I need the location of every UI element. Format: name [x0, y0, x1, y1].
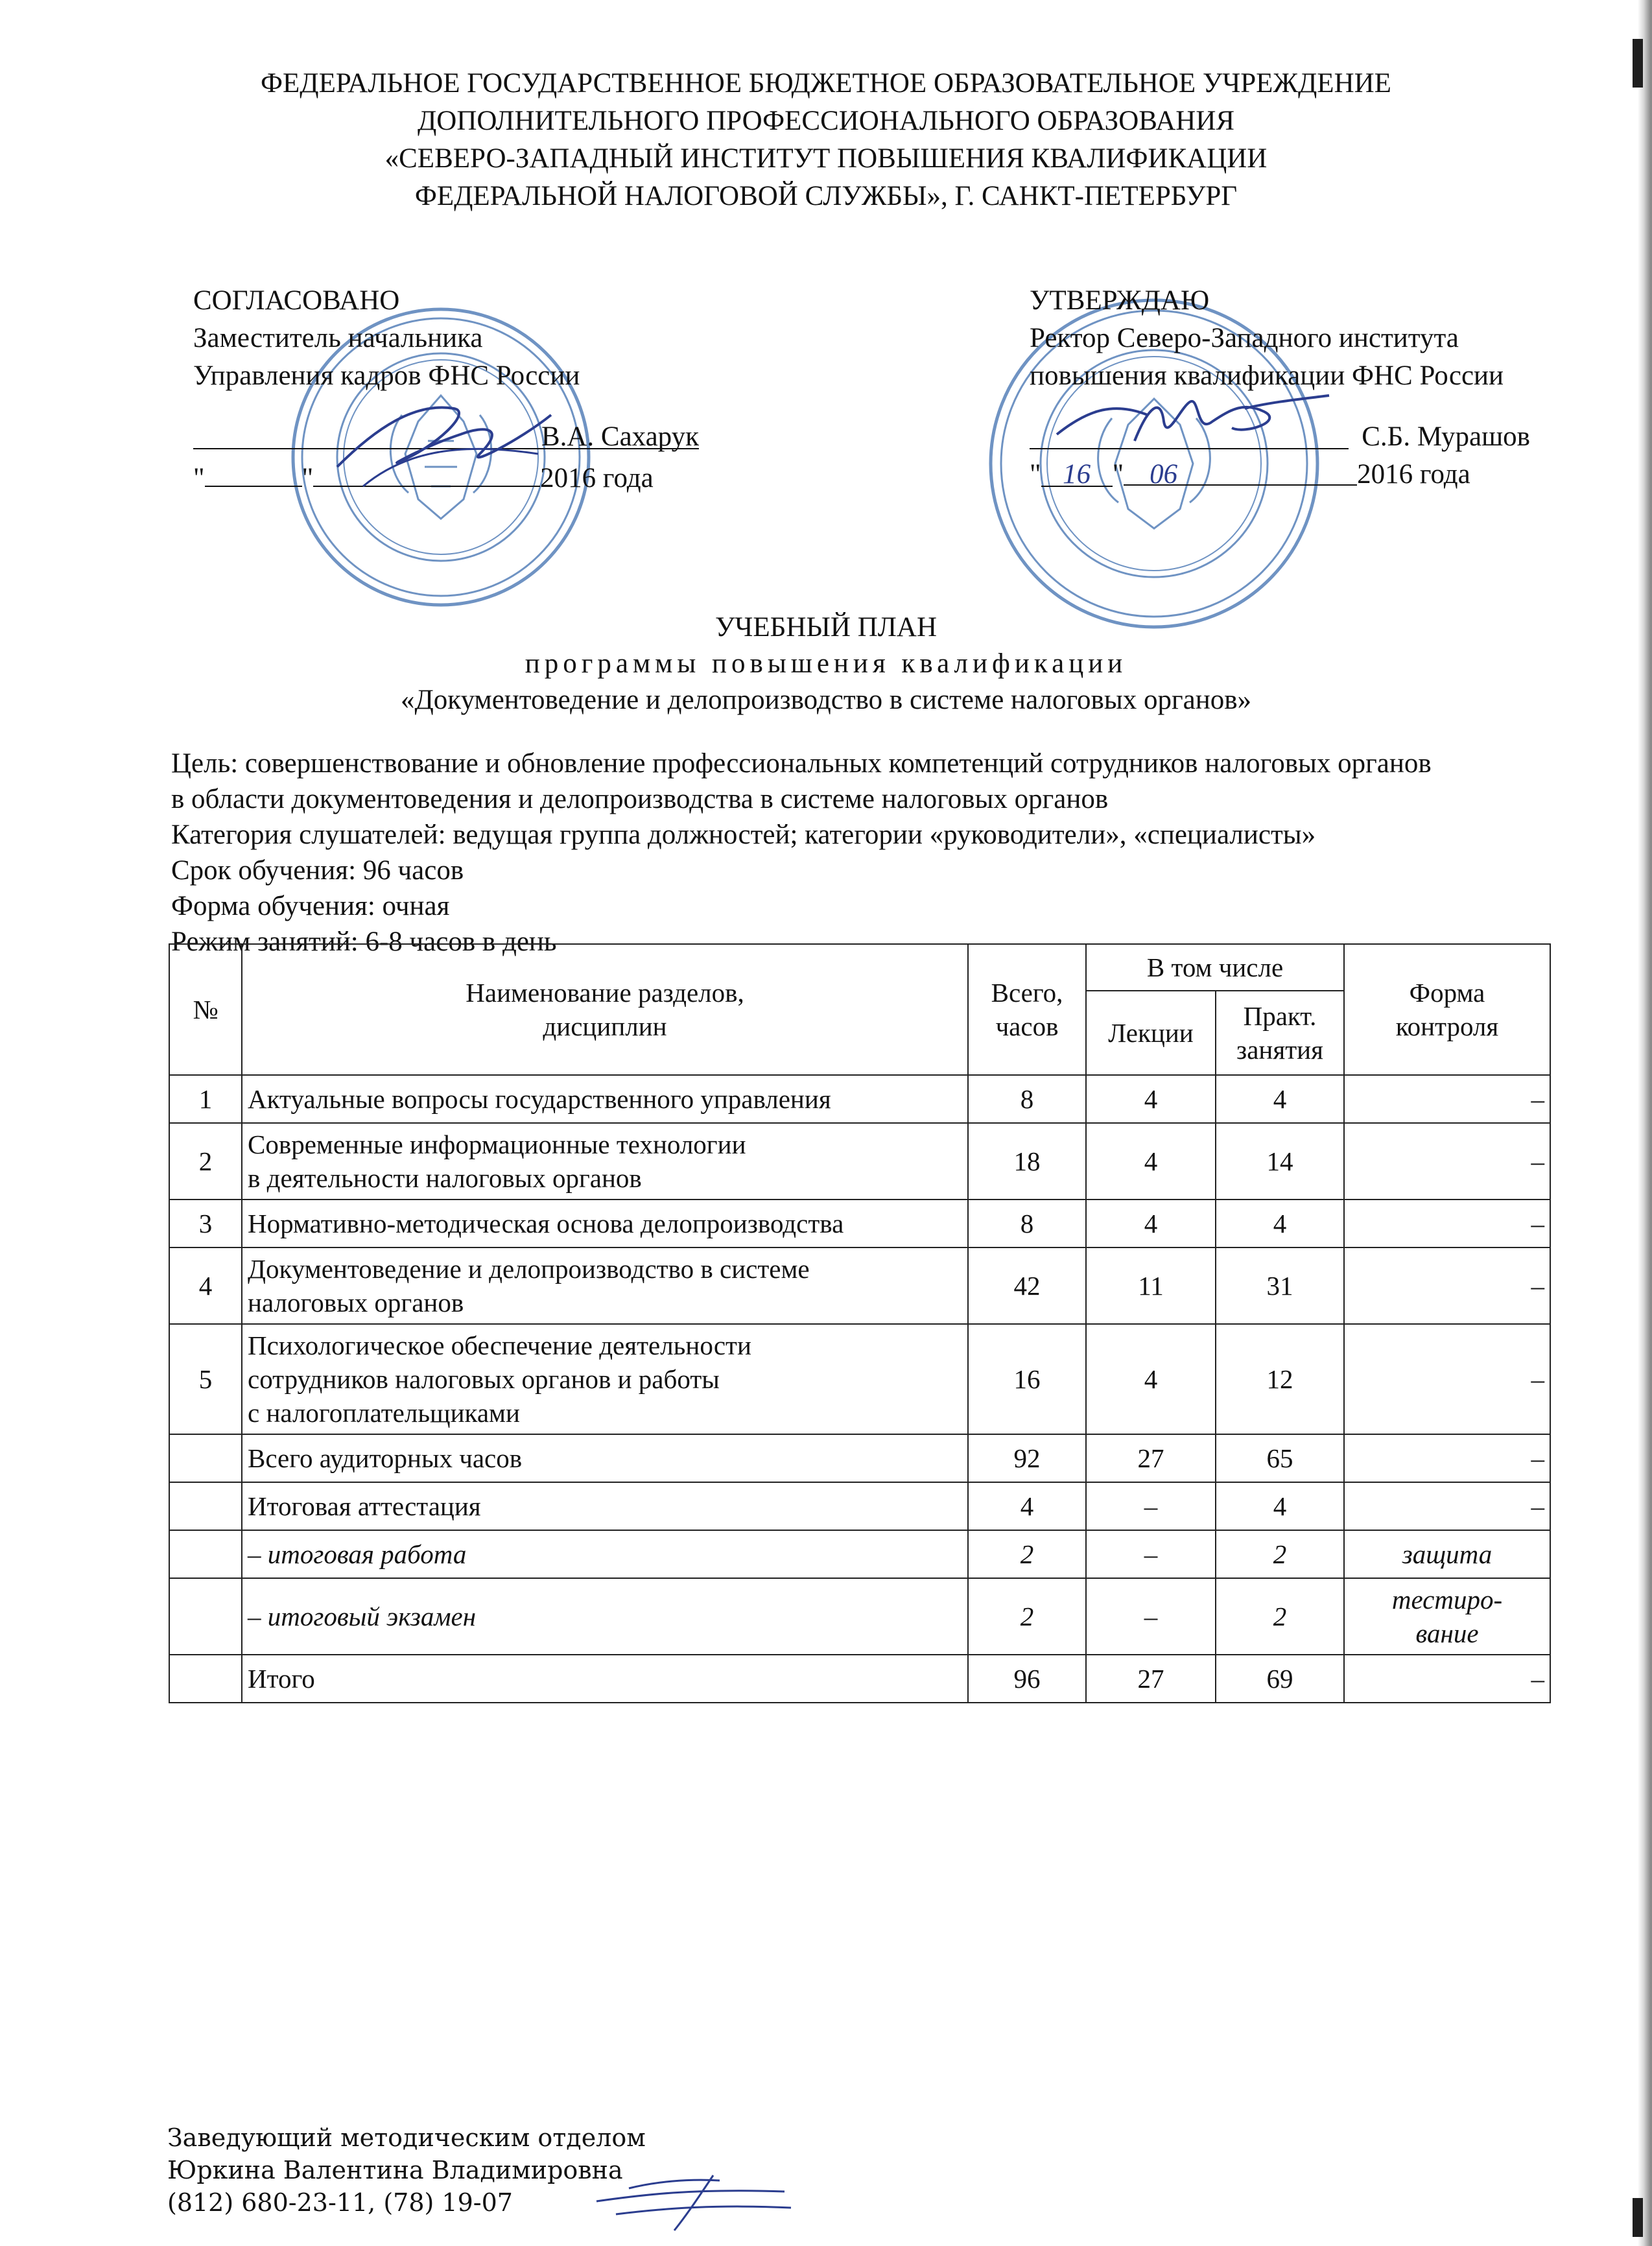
signature-icon: [590, 2162, 797, 2234]
info-schedule: Режим занятий: 6-8 часов в день: [171, 927, 557, 957]
org-line: ФЕДЕРАЛЬНОЕ ГОСУДАРСТВЕННОЕ БЮДЖЕТНОЕ ОБРАЗОВАТЕЛЬНОЕ УЧРЕЖДЕНИЕ: [261, 68, 1391, 99]
scan-edge: [1638, 0, 1652, 2246]
signer-name: В.А. Сахарук: [541, 421, 699, 452]
signature-icon: [324, 389, 564, 499]
cell-control-line: –: [1531, 1491, 1544, 1521]
cell-name-line: – итоговая работа: [248, 1539, 467, 1569]
date-day: 16: [1041, 456, 1113, 487]
cell-num: [169, 1530, 242, 1578]
approval-position: Заместитель начальника: [193, 323, 483, 353]
header-text: контроля: [1395, 1011, 1499, 1041]
cell-practice: 14: [1216, 1123, 1344, 1200]
header-practice: [1216, 991, 1344, 1075]
cell-control-line: –: [1531, 1364, 1544, 1394]
organization-header: [0, 65, 1652, 215]
cell-num: 5: [169, 1324, 242, 1434]
cell-name: [242, 1434, 968, 1482]
header-text: занятия: [1236, 1035, 1323, 1065]
cell-total: 2: [968, 1578, 1086, 1655]
date-month: 06: [1124, 456, 1357, 486]
cell-name: [242, 1123, 968, 1200]
cell-control: [1344, 1482, 1550, 1530]
cell-name-line: Документоведение и делопроизводство в системе: [248, 1254, 810, 1284]
signature-icon: [1050, 383, 1336, 467]
cell-lectures: 4: [1086, 1324, 1216, 1434]
cell-lectures: 4: [1086, 1075, 1216, 1123]
cell-practice: 4: [1216, 1200, 1344, 1247]
date-quote: ": [193, 463, 205, 493]
header-total: [968, 944, 1086, 1075]
cell-control: [1344, 1247, 1550, 1324]
header-text: Форма: [1409, 978, 1485, 1008]
header-including: В том числе: [1086, 944, 1344, 991]
header-text: часов: [995, 1011, 1059, 1041]
cell-control-line: защита: [1402, 1539, 1493, 1569]
cell-practice: 2: [1216, 1578, 1344, 1655]
title-line: программы повышения квалификации: [525, 648, 1127, 679]
title-line: «Документоведение и делопроизводство в системе налоговых органов»: [400, 685, 1252, 715]
table-row: [169, 1200, 1550, 1247]
info-goal: Цель: совершенствование и обновление профессиональных компетенций сотрудников налоговых органов: [171, 748, 1432, 779]
cell-total: 8: [968, 1200, 1086, 1247]
cell-practice: 31: [1216, 1247, 1344, 1324]
cell-control-line: –: [1531, 1084, 1544, 1114]
cell-name-line: Психологическое обеспечение деятельности: [248, 1330, 751, 1360]
cell-name-line: Современные информационные технологии: [248, 1129, 746, 1159]
table-row: [169, 1123, 1550, 1200]
header-lectures: Лекции: [1086, 991, 1216, 1075]
cell-lectures: 27: [1086, 1655, 1216, 1703]
cell-num: [169, 1434, 242, 1482]
cell-name: [242, 1200, 968, 1247]
cell-control: [1344, 1200, 1550, 1247]
approval-heading: УТВЕРЖДАЮ: [1030, 285, 1210, 316]
cell-name-line: Всего аудиторных часов: [248, 1443, 523, 1473]
org-line: «СЕВЕРО-ЗАПАДНЫЙ ИНСТИТУТ ПОВЫШЕНИЯ КВАЛИФИКАЦИИ: [384, 143, 1268, 174]
cell-lectures: –: [1086, 1482, 1216, 1530]
date-quote: ": [1112, 459, 1124, 490]
cell-control: [1344, 1434, 1550, 1482]
cell-control-line: –: [1531, 1209, 1544, 1238]
cell-name: [242, 1578, 968, 1655]
cell-name-line: Итого: [248, 1664, 315, 1694]
cell-num: [169, 1482, 242, 1530]
cell-practice: 2: [1216, 1530, 1344, 1578]
cell-num: [169, 1578, 242, 1655]
cell-lectures: –: [1086, 1530, 1216, 1578]
header-text: дисциплин: [543, 1011, 667, 1041]
table-row: [169, 1075, 1550, 1123]
cell-num: 4: [169, 1247, 242, 1324]
cell-control: [1344, 1123, 1550, 1200]
table-row: [169, 1482, 1550, 1530]
cell-name-line: Нормативно-методическая основа делопроизводства: [248, 1209, 844, 1238]
approval-position: Ректор Северо-Западного института: [1030, 323, 1459, 353]
table-row: [169, 1247, 1550, 1324]
cell-name-line: сотрудников налоговых органов и работы: [248, 1364, 720, 1394]
cell-total: 42: [968, 1247, 1086, 1324]
title-line: УЧЕБНЫЙ ПЛАН: [714, 612, 938, 643]
footer-contact: [167, 2122, 646, 2219]
cell-control-line: тестиро-: [1391, 1585, 1503, 1614]
date-suffix: 2016 года: [540, 463, 654, 493]
date-day-blank: [205, 456, 302, 487]
approval-position: повышения квалификации ФНС России: [1030, 361, 1504, 391]
cell-practice: 12: [1216, 1324, 1344, 1434]
cell-total: 8: [968, 1075, 1086, 1123]
study-plan-table: [169, 943, 1551, 1703]
cell-control-line: –: [1531, 1443, 1544, 1473]
table-row: [169, 1324, 1550, 1434]
cell-name-line: Актуальные вопросы государственного управления: [248, 1084, 831, 1114]
cell-lectures: 4: [1086, 1123, 1216, 1200]
cell-num: 3: [169, 1200, 242, 1247]
header-text: Наименование разделов,: [466, 978, 744, 1008]
cell-control-line: –: [1531, 1664, 1544, 1694]
header-num: №: [169, 944, 242, 1075]
document-title: [0, 609, 1652, 718]
info-duration: Срок обучения: 96 часов: [171, 855, 464, 886]
cell-name: [242, 1530, 968, 1578]
cell-control: [1344, 1578, 1550, 1655]
cell-total: 96: [968, 1655, 1086, 1703]
cell-practice: 65: [1216, 1434, 1344, 1482]
footer-phone: (812) 680-23-11, (78) 19-07: [167, 2188, 513, 2217]
info-category: Категория слушателей: ведущая группа должностей; категории «руководители», «специалисты»: [171, 820, 1316, 850]
cell-num: [169, 1655, 242, 1703]
header-name: [242, 944, 968, 1075]
footer-position: Заведующий методическим отделом: [167, 2123, 646, 2152]
cell-control: [1344, 1655, 1550, 1703]
cell-total: 4: [968, 1482, 1086, 1530]
approval-heading: СОГЛАСОВАНО: [193, 285, 400, 316]
cell-num: 2: [169, 1123, 242, 1200]
cell-practice: 4: [1216, 1075, 1344, 1123]
cell-name: [242, 1482, 968, 1530]
cell-name-line: – итоговый экзамен: [248, 1602, 477, 1631]
header-text: Практ.: [1243, 1001, 1317, 1031]
table-body: [169, 1075, 1550, 1703]
cell-total: 18: [968, 1123, 1086, 1200]
program-info: [171, 746, 1533, 960]
cell-name-line: в деятельности налоговых органов: [248, 1163, 642, 1193]
cell-lectures: –: [1086, 1578, 1216, 1655]
cell-name-line: Итоговая аттестация: [248, 1491, 481, 1521]
header-text: Всего,: [991, 978, 1063, 1008]
table-row: [169, 1655, 1550, 1703]
cell-name-line: с налогоплательщиками: [248, 1398, 520, 1428]
cell-lectures: 11: [1086, 1247, 1216, 1324]
info-form: Форма обучения: очная: [171, 891, 450, 921]
cell-name: [242, 1655, 968, 1703]
cell-name: [242, 1075, 968, 1123]
scan-mark: [1633, 2198, 1643, 2237]
cell-control: [1344, 1324, 1550, 1434]
cell-lectures: 4: [1086, 1200, 1216, 1247]
cell-control: [1344, 1075, 1550, 1123]
cell-practice: 69: [1216, 1655, 1344, 1703]
org-line: ФЕДЕРАЛЬНОЙ НАЛОГОВОЙ СЛУЖБЫ», Г. САНКТ-ПЕТЕРБУРГ: [414, 181, 1238, 211]
header-control: [1344, 944, 1550, 1075]
date-quote: ": [1030, 459, 1041, 490]
date-quote: ": [301, 463, 314, 493]
footer-name: Юркина Валентина Владимировна: [167, 2156, 623, 2184]
cell-control: [1344, 1530, 1550, 1578]
cell-control-line: –: [1531, 1271, 1544, 1301]
table-row: [169, 1530, 1550, 1578]
cell-name: [242, 1247, 968, 1324]
date-suffix: 2016 года: [1357, 459, 1470, 490]
cell-lectures: 27: [1086, 1434, 1216, 1482]
cell-num: 1: [169, 1075, 242, 1123]
approval-position: Управления кадров ФНС России: [193, 361, 580, 391]
cell-name: [242, 1324, 968, 1434]
cell-practice: 4: [1216, 1482, 1344, 1530]
info-goal: в области документоведения и делопроизводства в системе налоговых органов: [171, 784, 1109, 814]
table-row: [169, 1434, 1550, 1482]
cell-total: 92: [968, 1434, 1086, 1482]
cell-total: 2: [968, 1530, 1086, 1578]
cell-name-line: налоговых органов: [248, 1288, 464, 1318]
table-row: [169, 1578, 1550, 1655]
org-line: ДОПОЛНИТЕЛЬНОГО ПРОФЕССИОНАЛЬНОГО ОБРАЗОВАНИЯ: [417, 106, 1235, 136]
cell-control-line: вание: [1415, 1618, 1479, 1648]
cell-control-line: –: [1531, 1146, 1544, 1176]
cell-total: 16: [968, 1324, 1086, 1434]
signer-name: С.Б. Мурашов: [1362, 421, 1530, 452]
